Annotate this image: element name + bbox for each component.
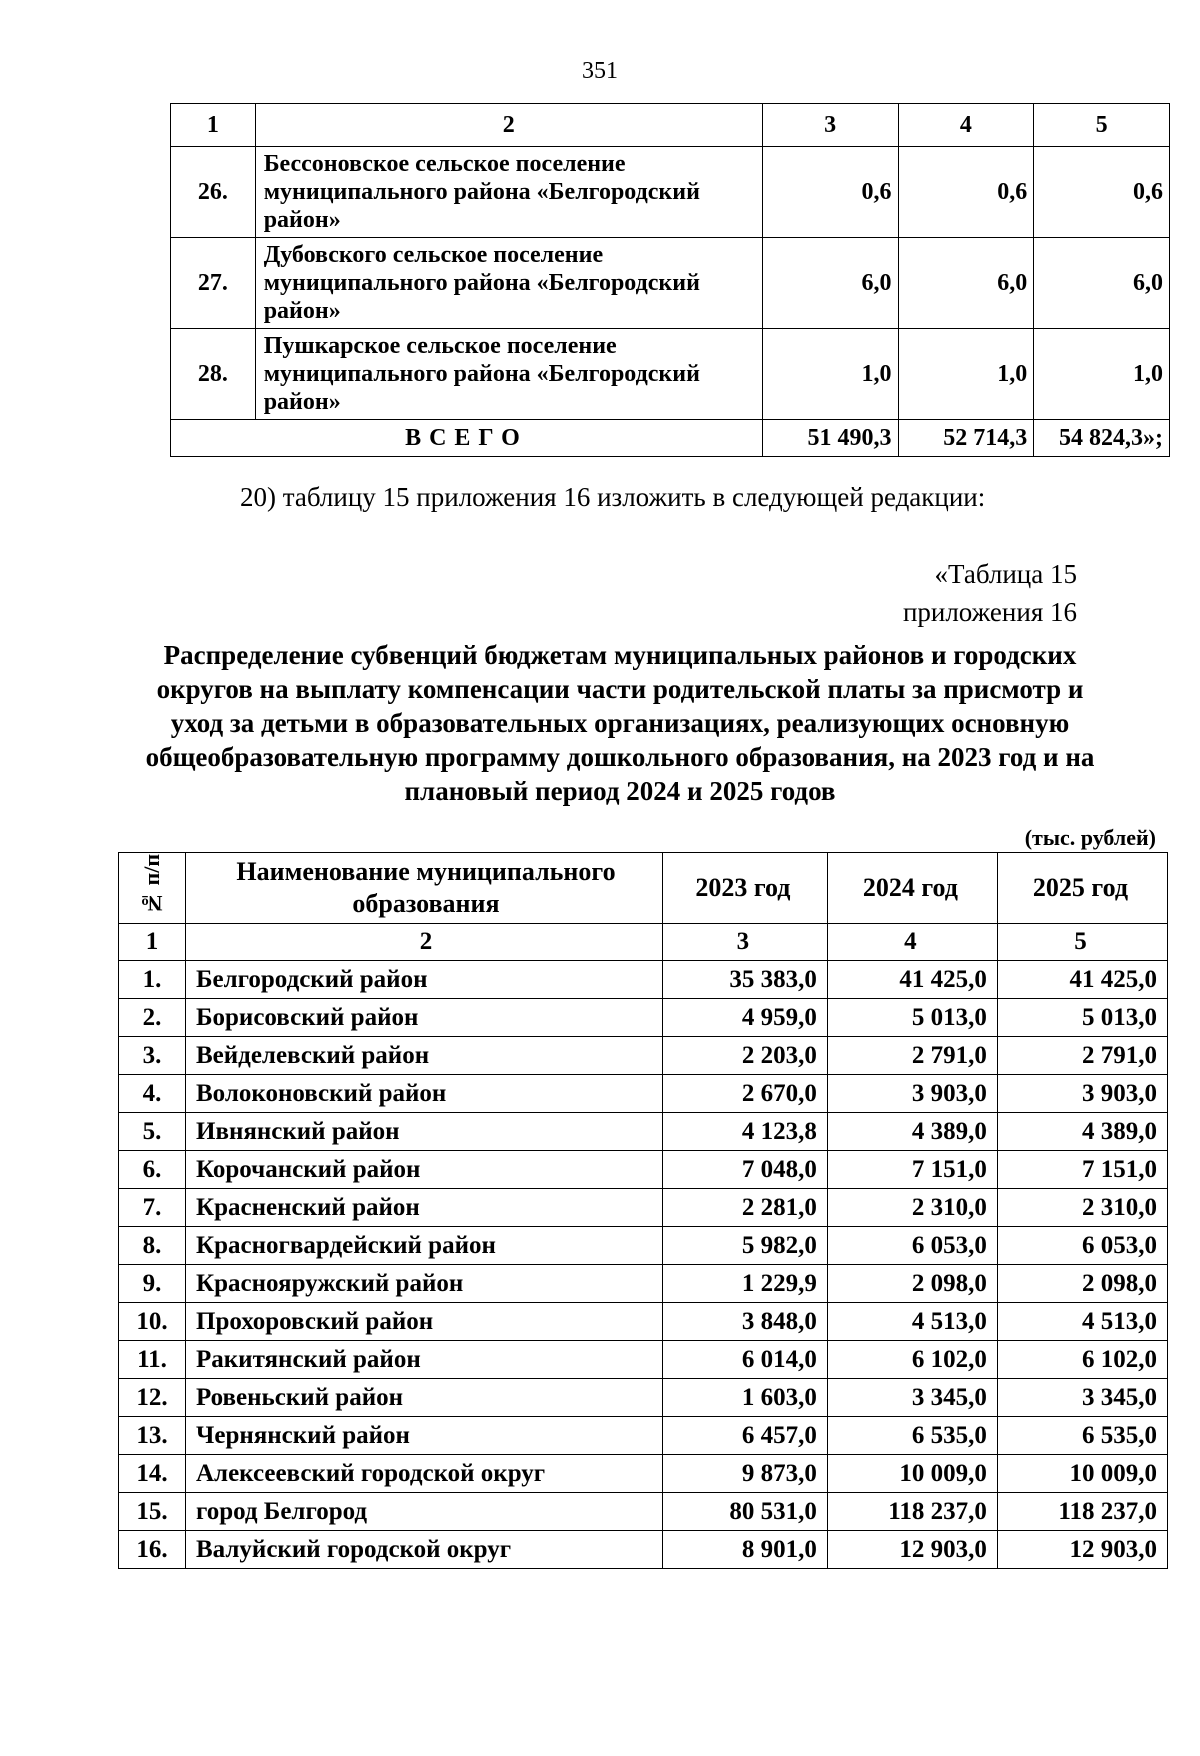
column-number-5: 5 bbox=[1034, 104, 1170, 147]
value-2023: 6 014,0 bbox=[663, 1341, 828, 1379]
row-name: Белгородский район bbox=[186, 961, 663, 999]
value-2023: 5 982,0 bbox=[663, 1227, 828, 1265]
row-number: 9. bbox=[119, 1265, 186, 1303]
value-2023: 4 959,0 bbox=[663, 999, 828, 1037]
row-number: 13. bbox=[119, 1417, 186, 1455]
value-2024: 118 237,0 bbox=[827, 1493, 997, 1531]
total-label: ВСЕГО bbox=[171, 420, 763, 457]
table-row bbox=[119, 1341, 1168, 1379]
value-2023: 80 531,0 bbox=[663, 1493, 828, 1531]
value-2023: 35 383,0 bbox=[663, 961, 828, 999]
table-row bbox=[119, 1417, 1168, 1455]
row-number: 1. bbox=[119, 961, 186, 999]
page-number: 351 bbox=[582, 58, 618, 84]
row-name: Валуйский городской округ bbox=[186, 1531, 663, 1569]
table-row bbox=[171, 329, 1170, 420]
row-name: Вейделевский район bbox=[186, 1037, 663, 1075]
row-name: Краснояружский район bbox=[186, 1265, 663, 1303]
value-2024: 1,0 bbox=[898, 329, 1034, 420]
row-name: Дубовского сельское поселение муниципального района «Белгородский район» bbox=[255, 238, 762, 329]
header-2024: 2024 год bbox=[827, 853, 997, 924]
value-2024: 4 513,0 bbox=[827, 1303, 997, 1341]
row-number: 16. bbox=[119, 1531, 186, 1569]
row-number: 4. bbox=[119, 1075, 186, 1113]
row-number: 11. bbox=[119, 1341, 186, 1379]
column-number-2: 2 bbox=[186, 924, 663, 961]
column-number-1: 1 bbox=[171, 104, 256, 147]
value-2023: 8 901,0 bbox=[663, 1531, 828, 1569]
value-2023: 9 873,0 bbox=[663, 1455, 828, 1493]
continuation-table bbox=[170, 103, 1170, 457]
value-2024: 2 098,0 bbox=[827, 1265, 997, 1303]
row-name: Ивнянский район bbox=[186, 1113, 663, 1151]
row-number: 7. bbox=[119, 1189, 186, 1227]
value-2025: 4 389,0 bbox=[997, 1113, 1167, 1151]
table-ref-line-1: «Таблица 15 bbox=[934, 559, 1077, 589]
subventions-table bbox=[118, 852, 1168, 1569]
column-number-2: 2 bbox=[255, 104, 762, 147]
value-2025: 7 151,0 bbox=[997, 1151, 1167, 1189]
row-name: Красногвардейский район bbox=[186, 1227, 663, 1265]
row-name: Пушкарское сельское поселение муниципального района «Белгородский район» bbox=[255, 329, 762, 420]
value-2024: 6 102,0 bbox=[827, 1341, 997, 1379]
value-2025: 6 535,0 bbox=[997, 1417, 1167, 1455]
header-2025: 2025 год bbox=[997, 853, 1167, 924]
value-2023: 0,6 bbox=[762, 147, 898, 238]
column-number-5: 5 bbox=[997, 924, 1167, 961]
column-number-1: 1 bbox=[119, 924, 186, 961]
table-header-row bbox=[171, 104, 1170, 147]
value-2025: 3 903,0 bbox=[997, 1075, 1167, 1113]
value-2023: 2 670,0 bbox=[663, 1075, 828, 1113]
table-row bbox=[119, 1037, 1168, 1075]
table-header-row bbox=[119, 853, 1168, 924]
instruction-text: 20) таблицу 15 приложения 16 изложить в следующей редакции: bbox=[240, 482, 986, 512]
value-2024: 2 791,0 bbox=[827, 1037, 997, 1075]
value-2023: 2 203,0 bbox=[663, 1037, 828, 1075]
value-2023: 2 281,0 bbox=[663, 1189, 828, 1227]
table-row bbox=[119, 1493, 1168, 1531]
header-2023: 2023 год bbox=[663, 853, 828, 924]
value-2024: 6 053,0 bbox=[827, 1227, 997, 1265]
header-name: Наименование муниципального образования bbox=[186, 853, 663, 924]
row-number: 27. bbox=[171, 238, 256, 329]
value-2025: 2 310,0 bbox=[997, 1189, 1167, 1227]
table-ref-line-2: приложения 16 bbox=[902, 597, 1077, 627]
value-2024: 4 389,0 bbox=[827, 1113, 997, 1151]
row-number: 3. bbox=[119, 1037, 186, 1075]
row-number: 28. bbox=[171, 329, 256, 420]
table-row bbox=[119, 1075, 1168, 1113]
value-2025: 2 791,0 bbox=[997, 1037, 1167, 1075]
table-row bbox=[119, 1455, 1168, 1493]
table-row bbox=[119, 1189, 1168, 1227]
total-2025: 54 824,3»; bbox=[1034, 420, 1170, 457]
value-2024: 3 345,0 bbox=[827, 1379, 997, 1417]
value-2024: 41 425,0 bbox=[827, 961, 997, 999]
value-2023: 1 229,9 bbox=[663, 1265, 828, 1303]
table-row bbox=[171, 238, 1170, 329]
row-name: Борисовский район bbox=[186, 999, 663, 1037]
value-2023: 1 603,0 bbox=[663, 1379, 828, 1417]
total-2023: 51 490,3 bbox=[762, 420, 898, 457]
value-2024: 0,6 bbox=[898, 147, 1034, 238]
value-2023: 6 457,0 bbox=[663, 1417, 828, 1455]
value-2024: 12 903,0 bbox=[827, 1531, 997, 1569]
value-2024: 3 903,0 bbox=[827, 1075, 997, 1113]
value-2025: 5 013,0 bbox=[997, 999, 1167, 1037]
header-num bbox=[119, 853, 186, 924]
value-2025: 6 102,0 bbox=[997, 1341, 1167, 1379]
value-2024: 7 151,0 bbox=[827, 1151, 997, 1189]
value-2023: 7 048,0 bbox=[663, 1151, 828, 1189]
table-row bbox=[119, 961, 1168, 999]
table-row bbox=[119, 1303, 1168, 1341]
column-number-4: 4 bbox=[898, 104, 1034, 147]
value-2024: 10 009,0 bbox=[827, 1455, 997, 1493]
value-2025: 41 425,0 bbox=[997, 961, 1167, 999]
header-num-label: № п/п bbox=[139, 853, 164, 916]
row-name: Ракитянский район bbox=[186, 1341, 663, 1379]
row-number: 10. bbox=[119, 1303, 186, 1341]
units-label: (тыс. рублей) bbox=[1024, 825, 1156, 850]
value-2025: 6 053,0 bbox=[997, 1227, 1167, 1265]
value-2025: 10 009,0 bbox=[997, 1455, 1167, 1493]
column-number-3: 3 bbox=[663, 924, 828, 961]
total-row bbox=[171, 420, 1170, 457]
column-number-4: 4 bbox=[827, 924, 997, 961]
value-2025: 0,6 bbox=[1034, 147, 1170, 238]
total-2024: 52 714,3 bbox=[898, 420, 1034, 457]
table-row bbox=[171, 147, 1170, 238]
table-row bbox=[119, 1227, 1168, 1265]
value-2025: 3 345,0 bbox=[997, 1379, 1167, 1417]
row-number: 14. bbox=[119, 1455, 186, 1493]
row-name: Корочанский район bbox=[186, 1151, 663, 1189]
value-2025: 12 903,0 bbox=[997, 1531, 1167, 1569]
value-2023: 1,0 bbox=[762, 329, 898, 420]
row-name: Волоконовский район bbox=[186, 1075, 663, 1113]
row-name: Чернянский район bbox=[186, 1417, 663, 1455]
column-number-3: 3 bbox=[762, 104, 898, 147]
value-2024: 6,0 bbox=[898, 238, 1034, 329]
value-2023: 4 123,8 bbox=[663, 1113, 828, 1151]
table-row bbox=[119, 1265, 1168, 1303]
value-2023: 3 848,0 bbox=[663, 1303, 828, 1341]
table-row bbox=[119, 1531, 1168, 1569]
value-2024: 6 535,0 bbox=[827, 1417, 997, 1455]
value-2025: 118 237,0 bbox=[997, 1493, 1167, 1531]
row-number: 8. bbox=[119, 1227, 186, 1265]
row-name: Прохоровский район bbox=[186, 1303, 663, 1341]
table-reference bbox=[903, 555, 1077, 631]
table-row bbox=[119, 1113, 1168, 1151]
table-row bbox=[119, 999, 1168, 1037]
value-2024: 5 013,0 bbox=[827, 999, 997, 1037]
row-name: Бессоновское сельское поселение муниципального района «Белгородский район» bbox=[255, 147, 762, 238]
value-2025: 6,0 bbox=[1034, 238, 1170, 329]
row-name: Красненский район bbox=[186, 1189, 663, 1227]
table-row bbox=[119, 1379, 1168, 1417]
row-number: 15. bbox=[119, 1493, 186, 1531]
table-row bbox=[119, 1151, 1168, 1189]
table-title: Распределение субвенций бюджетам муниципальных районов и городских округов на выплату компенсации части родительской платы за присмотр и уход за детьми в образовательных организациях, реализующих основную общеобразовательную программу дошкольного образования, на 2023 год и на плановый период 2024 и 2025 годов bbox=[145, 640, 1095, 806]
value-2023: 6,0 bbox=[762, 238, 898, 329]
row-number: 26. bbox=[171, 147, 256, 238]
row-number: 6. bbox=[119, 1151, 186, 1189]
value-2025: 1,0 bbox=[1034, 329, 1170, 420]
row-name: город Белгород bbox=[186, 1493, 663, 1531]
row-number: 5. bbox=[119, 1113, 186, 1151]
value-2025: 4 513,0 bbox=[997, 1303, 1167, 1341]
row-number: 12. bbox=[119, 1379, 186, 1417]
value-2025: 2 098,0 bbox=[997, 1265, 1167, 1303]
value-2024: 2 310,0 bbox=[827, 1189, 997, 1227]
row-number: 2. bbox=[119, 999, 186, 1037]
row-name: Алексеевский городской округ bbox=[186, 1455, 663, 1493]
row-name: Ровеньский район bbox=[186, 1379, 663, 1417]
column-numbers-row bbox=[119, 924, 1168, 961]
